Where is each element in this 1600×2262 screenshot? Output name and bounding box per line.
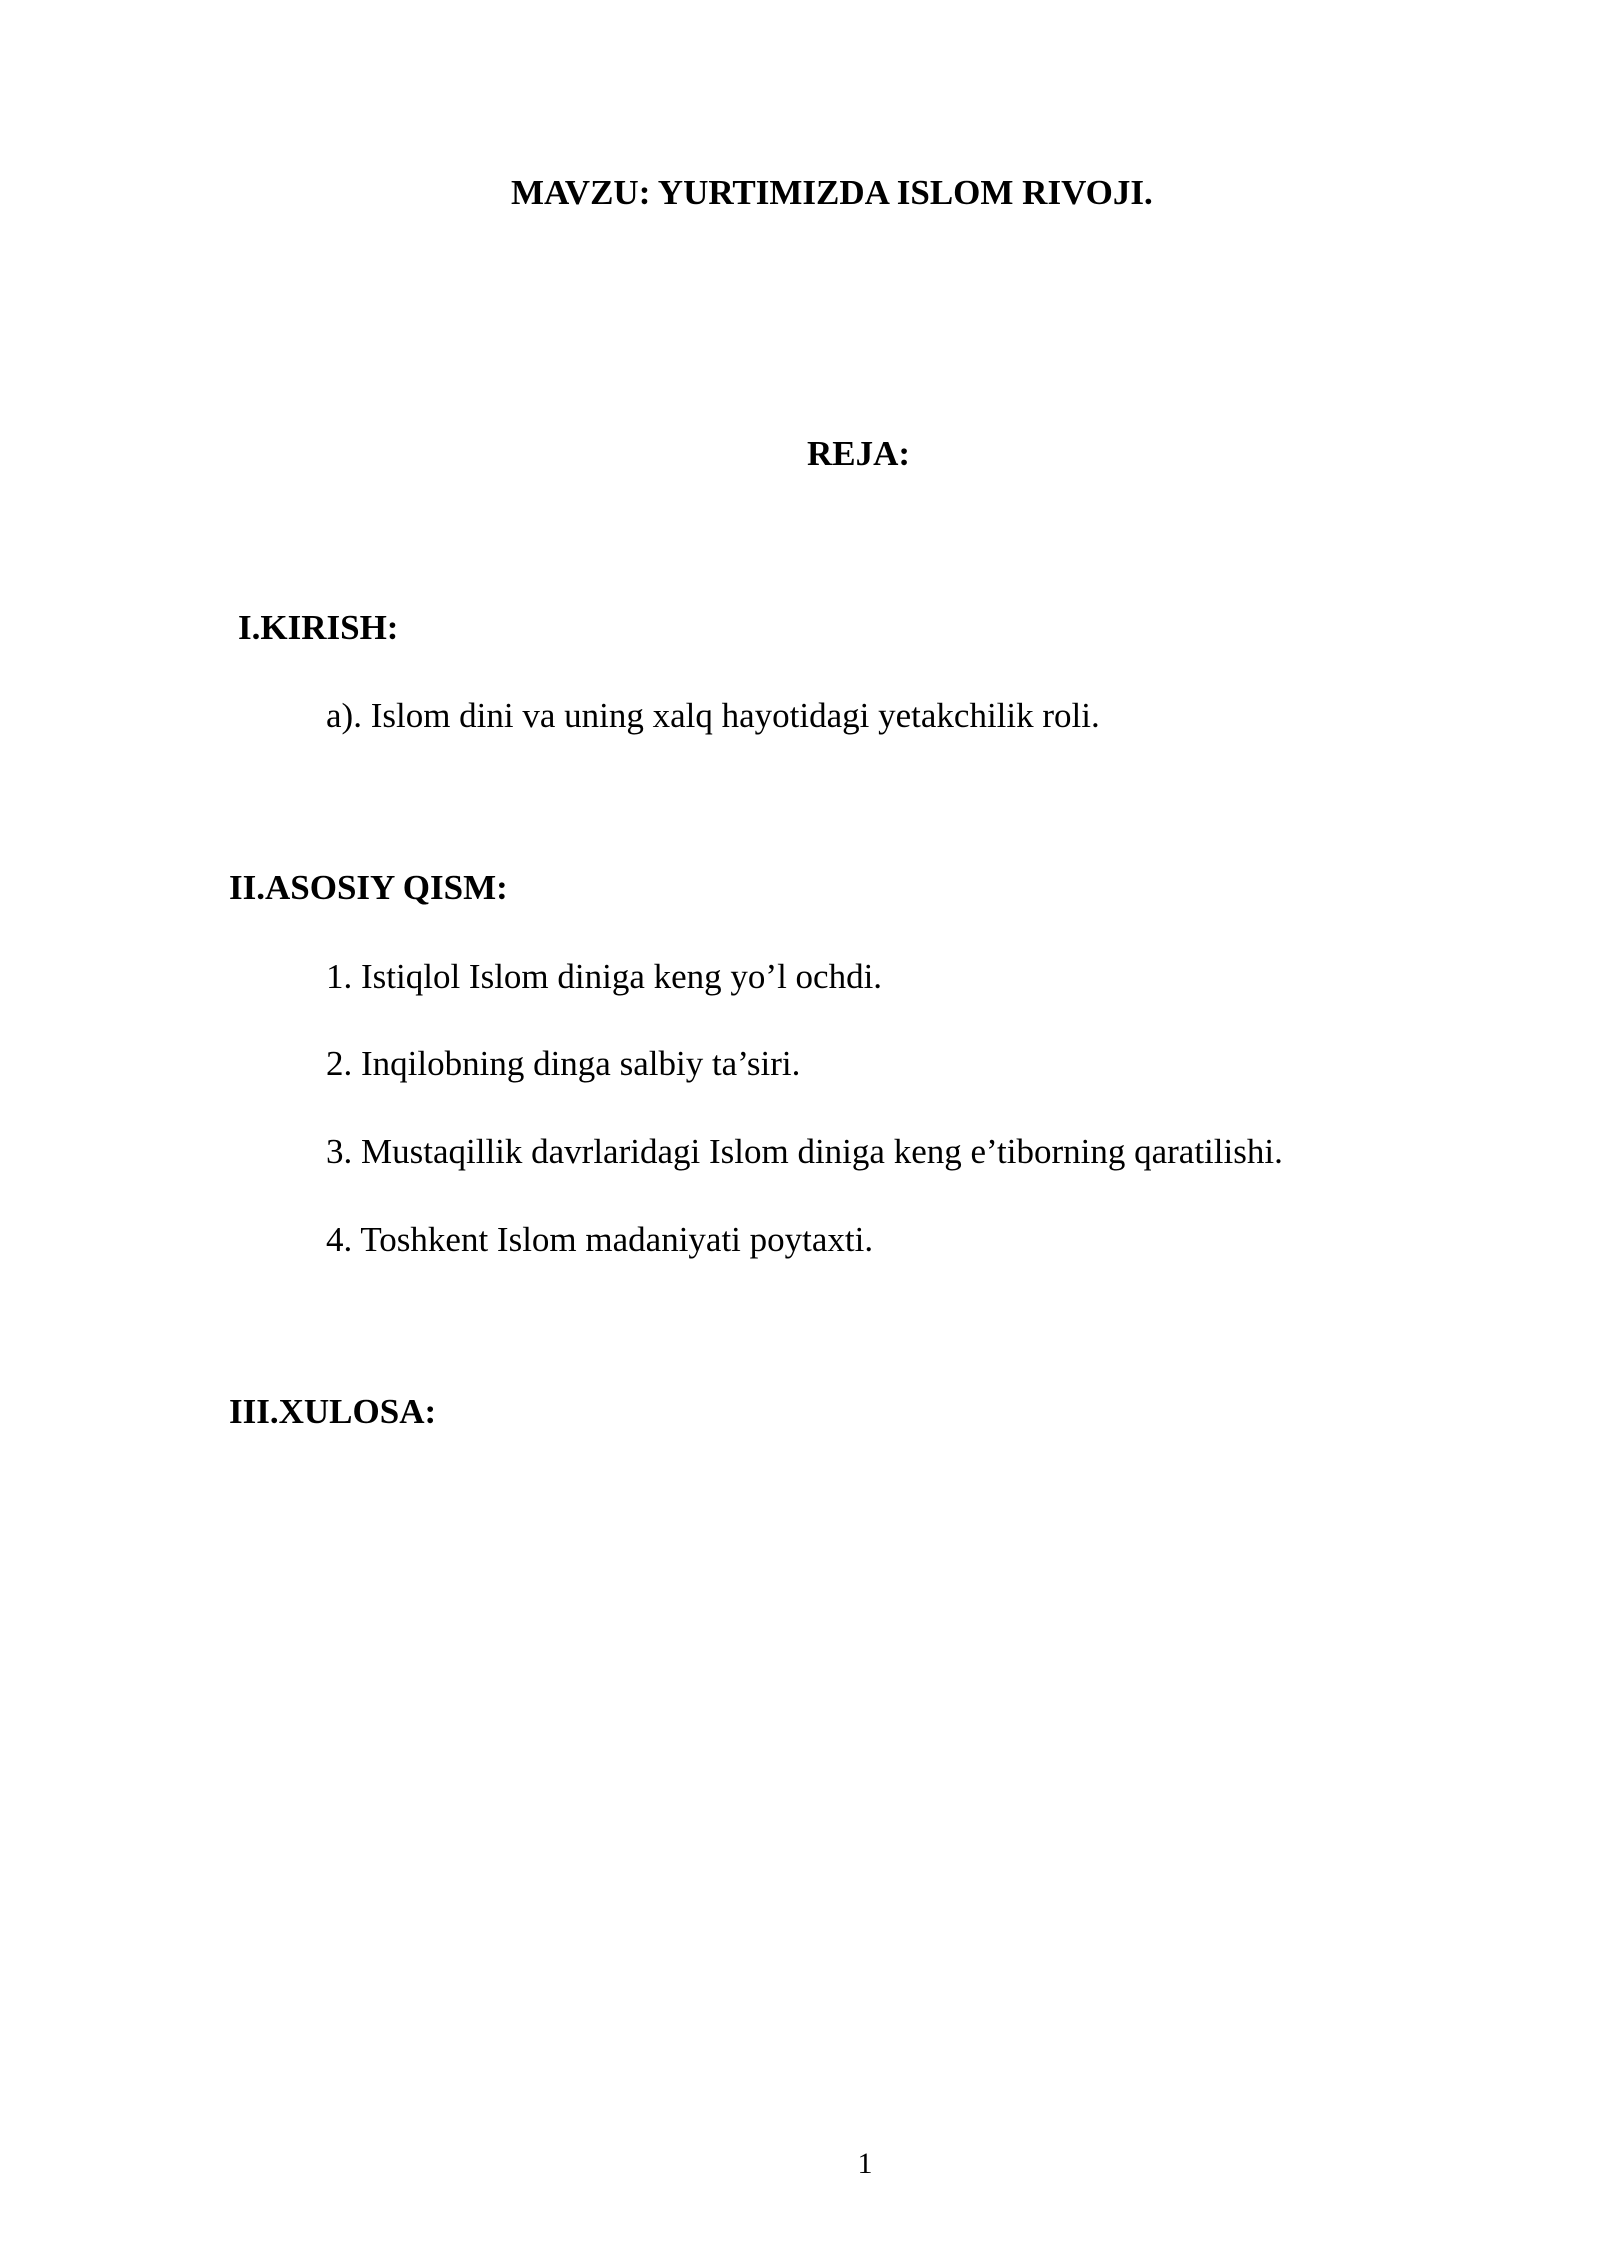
section-heading-introduction: I.KIRISH: <box>238 608 399 647</box>
plan-heading: REJA: <box>807 434 911 473</box>
introduction-item: a). Islom dini va uning xalq hayotidagi yetakchilik roli. <box>326 696 1100 735</box>
main-part-item-2: 2. Inqilobning dinga salbiy ta’siri. <box>326 1044 801 1083</box>
section-heading-conclusion: III.XULOSA: <box>229 1392 437 1431</box>
section-heading-main-part: II.ASOSIY QISM: <box>229 868 508 907</box>
main-part-item-4: 4. Toshkent Islom madaniyati poytaxti. <box>326 1220 874 1259</box>
main-part-item-1: 1. Istiqlol Islom diniga keng yo’l ochdi. <box>326 957 883 996</box>
main-part-item-3: 3. Mustaqillik davrlaridagi Islom diniga keng e’tiborning qaratilishi. <box>326 1132 1283 1171</box>
page-number: 1 <box>857 2147 873 2180</box>
document-title: MAVZU: YURTIMIZDA ISLOM RIVOJI. <box>511 173 1153 212</box>
